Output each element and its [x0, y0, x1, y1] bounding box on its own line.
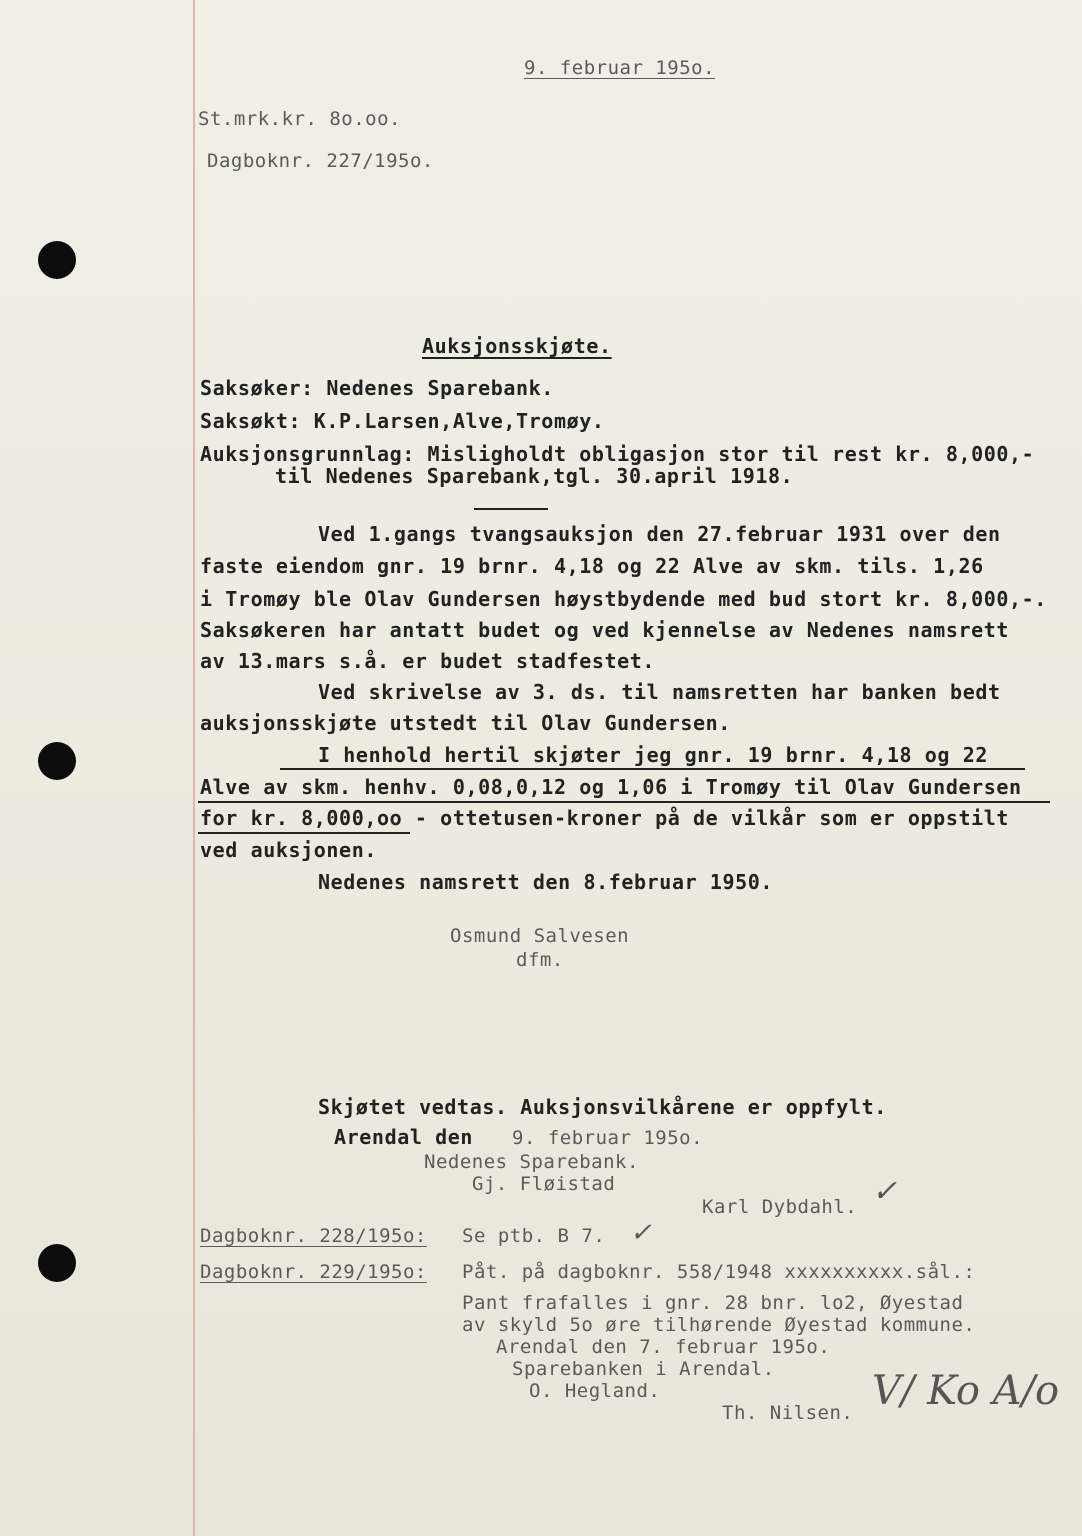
defendant: Saksøkt: K.P.Larsen,Alve,Tromøy.	[200, 409, 605, 433]
acceptance-signer: Gj. Fløistad	[472, 1173, 616, 1195]
acceptance-line: Skjøtet vedtas. Auksjonsvilkårene er oppfylt.	[318, 1095, 887, 1119]
underline	[198, 832, 410, 834]
body-line: I henhold hertil skjøter jeg gnr. 19 brnr. 4,18 og 22	[318, 743, 988, 767]
body-line: faste eiendom gnr. 19 brnr. 4,18 og 22 Alve av skm. tils. 1,26	[200, 554, 984, 578]
separator-line	[474, 508, 548, 510]
underline	[198, 801, 1050, 803]
release-line: Sparebanken i Arendal.	[512, 1358, 775, 1380]
entry-text: Påt. på dagboknr. 558/1948 xxxxxxxxxx.sål.:	[462, 1261, 976, 1283]
body-line: Ved 1.gangs tvangsauksjon den 27.februar 1931 over den	[318, 522, 1001, 546]
check-mark-icon: ✓	[630, 1218, 652, 1248]
body-line: ved auksjonen.	[200, 838, 377, 862]
body-line: Alve av skm. henhv. 0,08,0,12 og 1,06 i Tromøy til Olav Gundersen	[200, 775, 1022, 799]
acceptance-date: 9. februar 195o.	[512, 1127, 704, 1149]
punch-hole	[38, 241, 76, 279]
body-line: for kr. 8,000,oo - ottetusen-kroner på de vilkår som er oppstilt	[200, 806, 1010, 830]
plaintiff: Saksøker: Nedenes Sparebank.	[200, 376, 554, 400]
body-line: i Tromøy ble Olav Gundersen høystbydende med bud stort kr. 8,000,-.	[200, 587, 1047, 611]
document-title: Auksjonsskjøte.	[422, 334, 612, 358]
auction-basis-cont: til Nedenes Sparebank,tgl. 30.april 1918.	[275, 464, 794, 488]
body-line: auksjonsskjøte utstedt til Olav Gundersen.	[200, 711, 731, 735]
body-line: Ved skrivelse av 3. ds. til namsretten har banken bedt	[318, 680, 1001, 704]
handwritten-initials: V/ Ko A/o	[872, 1368, 1060, 1414]
auction-basis: Auksjonsgrunnlag: Misligholdt obligasjon stor til rest kr. 8,000,-	[200, 442, 1035, 466]
release-line: Th. Nilsen.	[722, 1402, 854, 1424]
acceptance-place: Arendal den	[334, 1125, 474, 1149]
margin-rule	[193, 0, 195, 1536]
release-line: Pant frafalles i gnr. 28 bnr. lo2, Øyestad	[462, 1292, 964, 1314]
underline	[280, 768, 1025, 770]
body-line: Saksøkeren har antatt budet og ved kjennelse av Nedenes namsrett	[200, 618, 1010, 642]
entry-number: Dagboknr. 228/195o:	[200, 1225, 427, 1247]
body-line: av 13.mars s.å. er budet stadfestet.	[200, 649, 656, 673]
release-line: Arendal den 7. februar 195o.	[496, 1336, 831, 1358]
signature-name: Osmund Salvesen	[450, 925, 630, 947]
signature-title: dfm.	[516, 949, 564, 971]
release-line: av skyld 5o øre tilhørende Øyestad kommune.	[462, 1314, 976, 1336]
dagbok-number: Dagboknr. 227/195o.	[207, 150, 434, 172]
entry-number: Dagboknr. 229/195o:	[200, 1261, 427, 1283]
check-mark-icon: ✓	[872, 1174, 898, 1209]
header-date: 9. februar 195o.	[524, 57, 716, 79]
release-line: O. Hegland.	[529, 1380, 661, 1402]
punch-hole	[38, 742, 76, 780]
acceptance-signer: Karl Dybdahl.	[702, 1196, 858, 1218]
acceptance-bank: Nedenes Sparebank.	[424, 1151, 639, 1173]
body-line: Nedenes namsrett den 8.februar 1950.	[318, 870, 774, 894]
stamp-duty: St.mrk.kr. 8o.oo.	[198, 108, 401, 130]
entry-text: Se ptb. B 7.	[462, 1225, 606, 1247]
punch-hole	[38, 1244, 76, 1282]
